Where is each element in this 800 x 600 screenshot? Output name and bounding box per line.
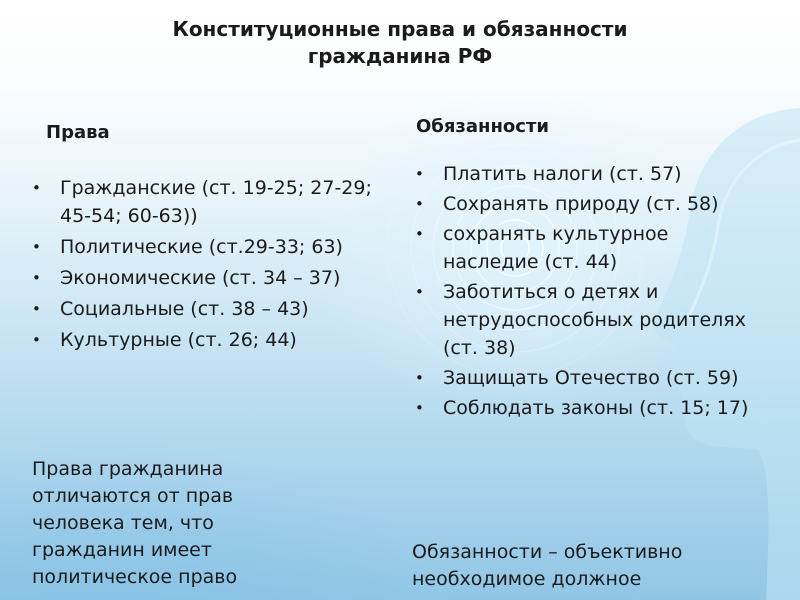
- list-item-text: Соблюдать законы (ст. 15; 17): [443, 397, 749, 419]
- duties-note: Обязанности – объективно необходимое должное: [412, 541, 683, 590]
- list-item-text: Заботиться о детях и нетрудоспособных родителях (ст. 38): [443, 281, 746, 359]
- bullet-icon: •: [415, 283, 424, 301]
- list-item-text: Политические (ст.29-33; 63): [60, 236, 343, 258]
- bullet-icon: •: [32, 179, 41, 197]
- bullet-icon: •: [415, 165, 424, 183]
- list-item: [415, 364, 750, 392]
- bullet-icon: •: [415, 399, 424, 417]
- list-item: [32, 326, 380, 354]
- list-item: [415, 394, 750, 422]
- list-item: [415, 278, 750, 362]
- slide-title-line-1: Конституционные права и обязанности: [172, 17, 628, 41]
- list-item-text: Социальные (ст. 38 – 43): [60, 298, 309, 320]
- list-item-text: Экономические (ст. 34 – 37): [60, 267, 341, 289]
- bullet-icon: •: [415, 225, 424, 243]
- list-item: [415, 190, 750, 218]
- bullet-icon: •: [415, 369, 424, 387]
- list-item: [32, 264, 380, 292]
- list-item-text: Защищать Отечество (ст. 59): [443, 367, 739, 389]
- duties-heading: Обязанности: [416, 116, 549, 137]
- list-item: [32, 233, 380, 261]
- bullet-icon: •: [32, 238, 41, 256]
- duties-list: [415, 160, 750, 424]
- list-item: [415, 160, 750, 188]
- list-item: [32, 174, 380, 230]
- bullet-icon: •: [32, 269, 41, 287]
- bullet-icon: •: [415, 195, 424, 213]
- list-item-text: Сохранять природу (ст. 58): [443, 193, 719, 215]
- rights-note: Права гражданина отличаются от прав человека тем, что гражданин имеет политическое право: [32, 458, 238, 588]
- rights-list: [32, 174, 380, 357]
- list-item-text: Платить налоги (ст. 57): [443, 163, 682, 185]
- list-item-text: Гражданские (ст. 19-25; 27-29; 45-54; 60-63)): [60, 177, 372, 227]
- slide-title: [0, 16, 800, 70]
- list-item-text: Культурные (ст. 26; 44): [60, 329, 297, 351]
- list-item: [32, 295, 380, 323]
- rights-heading: Права: [46, 122, 110, 143]
- list-item: [415, 220, 750, 276]
- slide-title-line-2: гражданина РФ: [307, 44, 493, 68]
- bullet-icon: •: [32, 331, 41, 349]
- bullet-icon: •: [32, 300, 41, 318]
- list-item-text: сохранять культурное наследие (ст. 44): [443, 223, 669, 273]
